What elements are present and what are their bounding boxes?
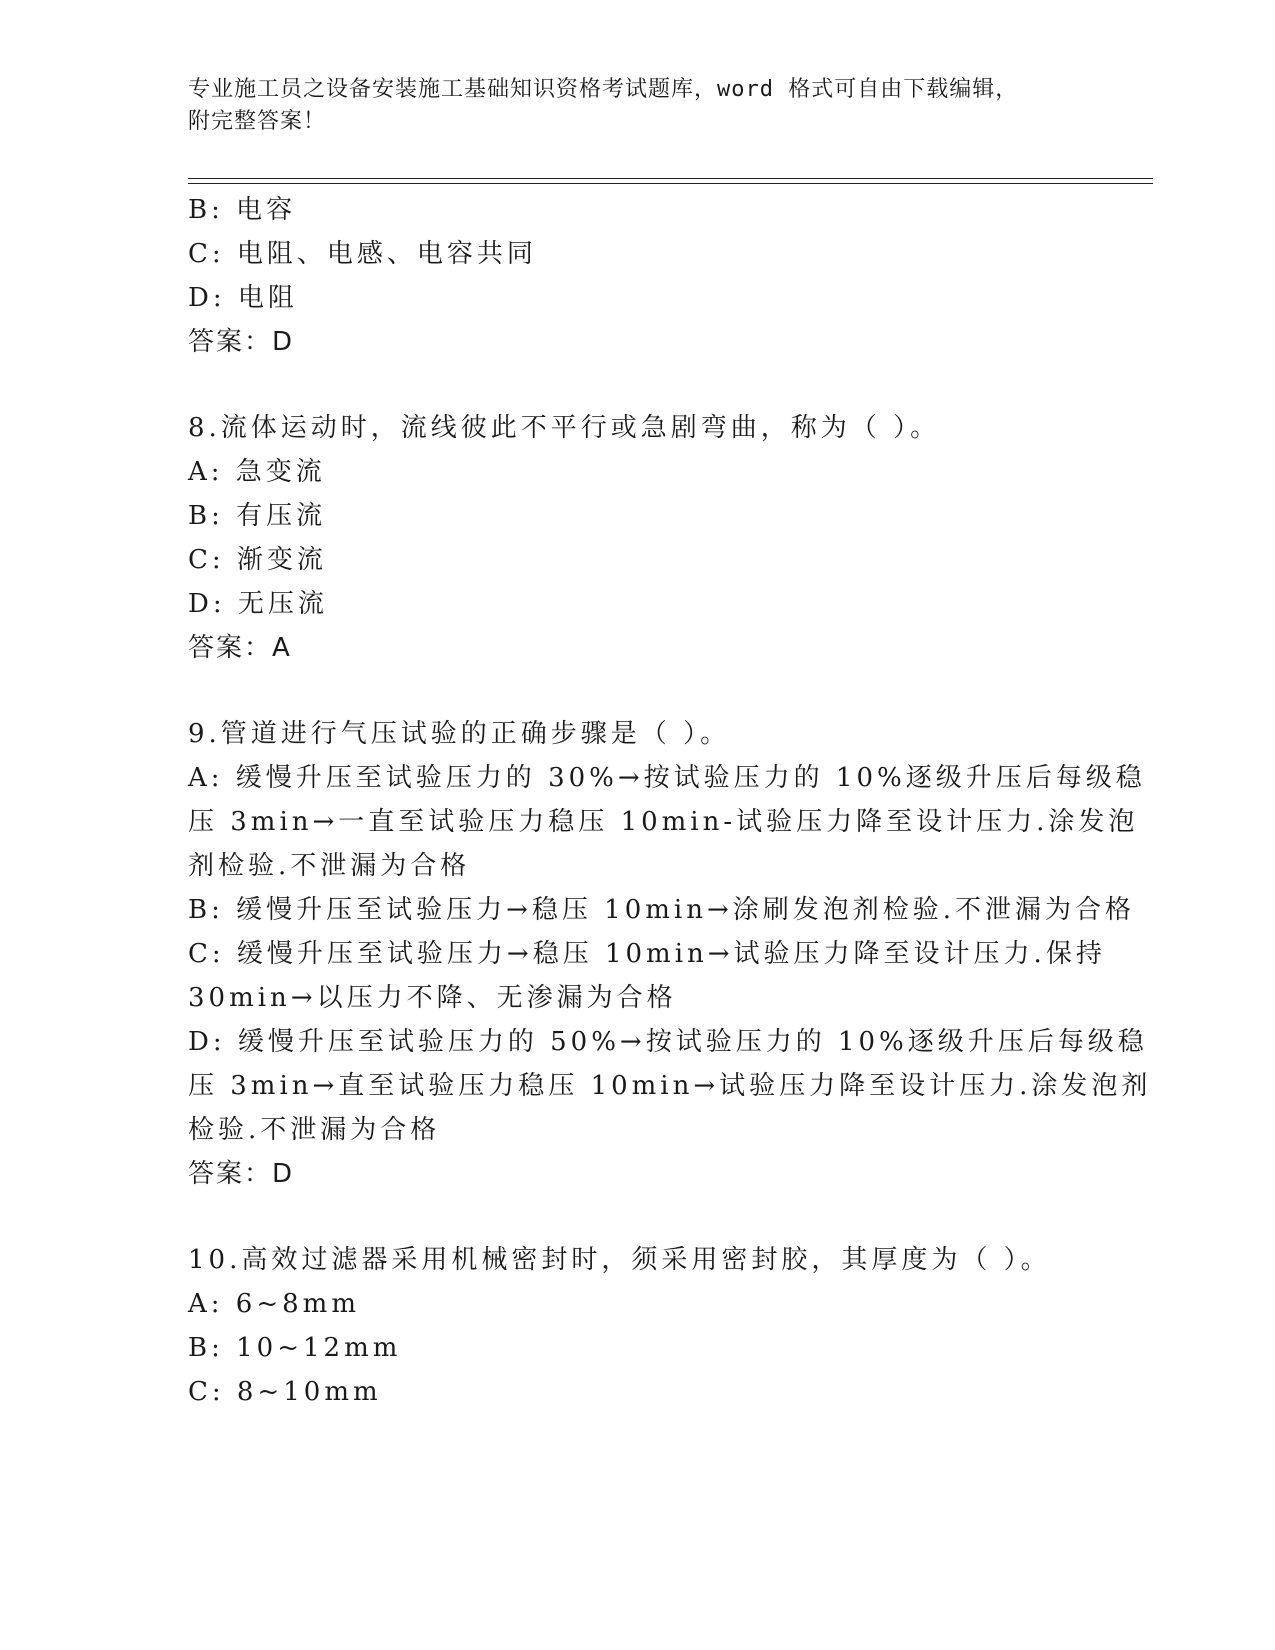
q9-option-d-line-1: D: 缓慢升压至试验压力的 50%→按试验压力的 10%逐级升压后每级稳 <box>188 1027 1148 1057</box>
q7-answer: 答案：D <box>188 327 295 357</box>
q10-option-b: B: 10~12mm <box>188 1333 402 1363</box>
q9-option-a-line-1: A: 缓慢升压至试验压力的 30%→按试验压力的 10%逐级升压后每级稳 <box>188 763 1146 793</box>
q8-option-a: A: 急变流 <box>188 457 326 487</box>
header-divider-top <box>188 178 1153 179</box>
q9-question: 9.管道进行气压试验的正确步骤是（ ）。 <box>188 719 731 749</box>
q8-answer: 答案：A <box>188 633 292 663</box>
q10-question: 10.高效过滤器采用机械密封时，须采用密封胶，其厚度为（ ）。 <box>188 1245 1051 1275</box>
q8-option-c: C: 渐变流 <box>188 545 327 575</box>
q9-option-c-line-1: C: 缓慢升压至试验压力→稳压 10min→试验压力降至设计压力.保持 <box>188 939 1106 969</box>
q9-option-a-line-2: 压 3min→一直至试验压力稳压 10min-试验压力降至设计压力.涂发泡 <box>188 807 1139 837</box>
q9-option-a-line-3: 剂检验.不泄漏为合格 <box>188 851 471 881</box>
q9-option-c-line-2: 30min→以压力不降、无渗漏为合格 <box>188 983 677 1013</box>
q7-option-d: D: 电阻 <box>188 283 298 313</box>
q10-option-c: C: 8~10mm <box>188 1377 382 1407</box>
header-divider-bottom <box>188 183 1153 184</box>
q9-option-d-line-2: 压 3min→直至试验压力稳压 10min→试验压力降至设计压力.涂发泡剂 <box>188 1071 1152 1101</box>
q8-option-d: D: 无压流 <box>188 589 328 619</box>
q9-option-b: B: 缓慢升压至试验压力→稳压 10min→涂刷发泡剂检验.不泄漏为合格 <box>188 895 1136 925</box>
q7-option-c: C: 电阻、电感、电容共同 <box>188 239 537 269</box>
q9-answer: 答案：D <box>188 1159 295 1189</box>
q9-option-d-line-3: 检验.不泄漏为合格 <box>188 1115 441 1145</box>
header-line-1: 专业施工员之设备安装施工基础知识资格考试题库，word 格式可自由下载编辑， <box>188 77 1019 102</box>
header-line-2: 附完整答案！ <box>188 109 327 134</box>
q10-option-a: A: 6~8mm <box>188 1289 360 1319</box>
q7-option-b: B: 电容 <box>188 195 297 225</box>
document-header <box>188 74 1088 138</box>
q8-option-b: B: 有压流 <box>188 501 327 531</box>
q8-question: 8.流体运动时，流线彼此不平行或急剧弯曲，称为（ ）。 <box>188 413 941 443</box>
